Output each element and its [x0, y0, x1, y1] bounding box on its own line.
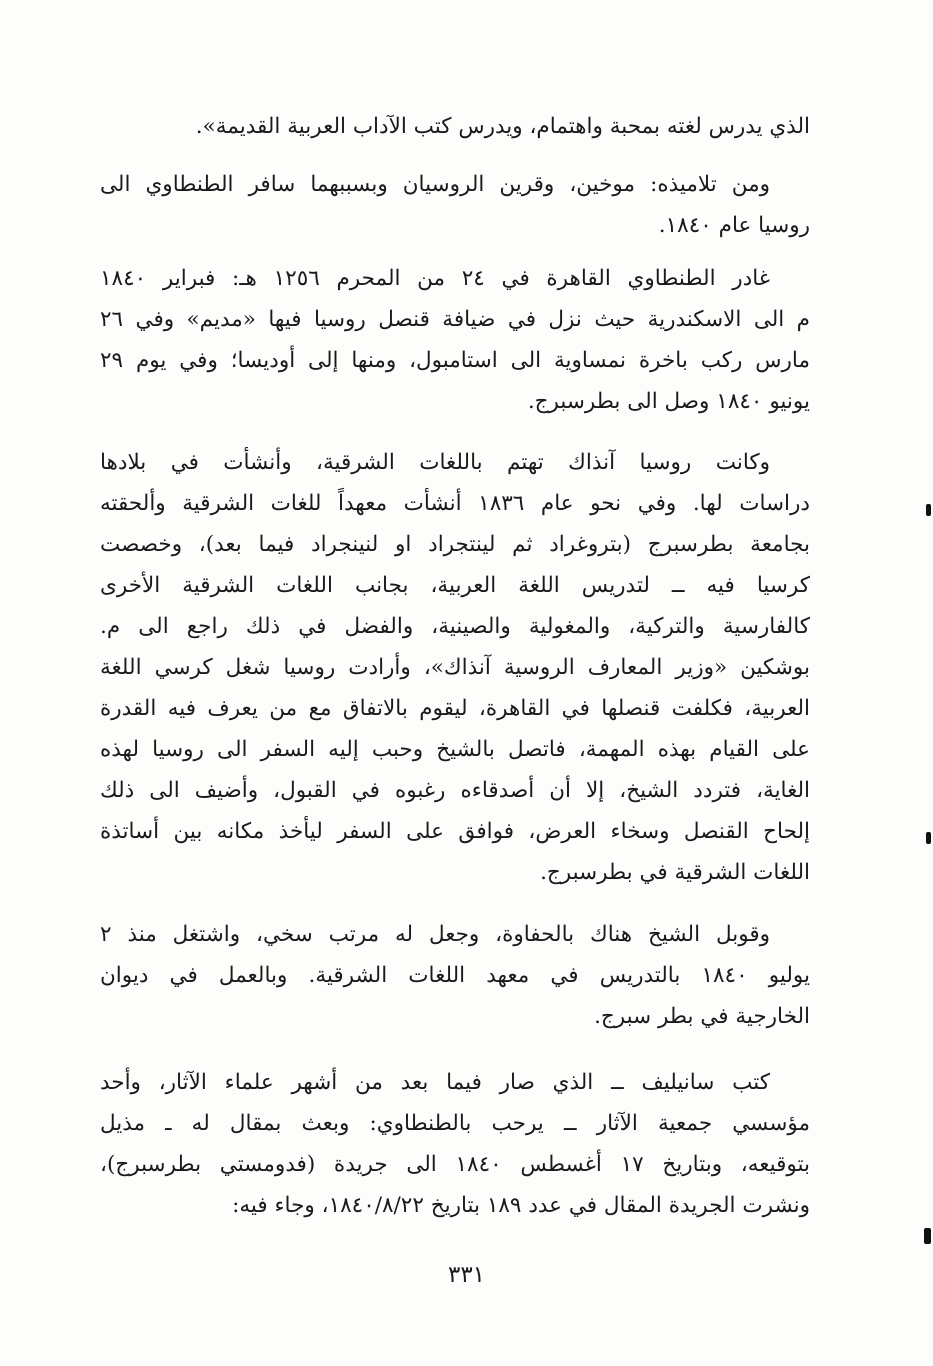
text-line: وكانت روسيا آنذاك تهتم باللغات الشرقية، وأنشأت في بلادها: [100, 450, 770, 475]
text-line: يونيو ١٨٤٠ وصل الى بطرسبرج.: [527, 389, 810, 414]
margin-mark: [926, 504, 931, 516]
text-line: روسيا عام ١٨٤٠.: [658, 213, 810, 238]
text-line: كتب سانيليف ــ الذي صار فيما بعد من أشهر علماء الآثار، وأحد: [100, 1070, 770, 1095]
text-line: دراسات لها. وفي نحو عام ١٨٣٦ أنشأت معهداً للغات الشرقية وألحقته: [100, 491, 810, 516]
text-line: كرسيا فيه ــ لتدريس اللغة العربية، بجانب اللغات الشرقية الأخرى: [100, 573, 810, 598]
text-line: ومن تلاميذه: موخين، وقرين الروسيان وبسببهما سافر الطنطاوي الى: [100, 172, 770, 197]
text-line: وقوبل الشيخ هناك بالحفاوة، وجعل له مرتب سخي، واشتغل منذ ٢: [100, 922, 770, 947]
margin-mark: [926, 832, 931, 844]
text-line: بجامعة بطرسبرج (بتروغراد ثم لينتجراد او لنينجراد فيما بعد)، وخصصت: [100, 532, 810, 557]
text-line: غادر الطنطاوي القاهرة في ٢٤ من المحرم ١٢٥٦ هـ: فبراير ١٨٤٠: [100, 266, 770, 291]
text-line: مارس ركب باخرة نمساوية الى استامبول، ومنها إلى أوديسا؛ وفي يوم ٢٩: [100, 348, 810, 373]
paragraph: [100, 914, 810, 1037]
paragraph: [100, 442, 810, 893]
text-line: ونشرت الجريدة المقال في عدد ١٨٩ بتاريخ ١٨٤٠/٨/٢٢، وجاء فيه:: [232, 1193, 810, 1218]
text-line: على القيام بهذه المهمة، فاتصل بالشيخ وحبب إليه السفر الى روسيا لهذه: [100, 737, 810, 762]
page-number: ٣٣١: [447, 1262, 486, 1288]
paragraph: [100, 1062, 810, 1226]
text-line: يوليو ١٨٤٠ بالتدريس في معهد اللغات الشرقية. وبالعمل في ديوان: [100, 963, 810, 988]
text-line: العربية، فكلفت قنصلها في القاهرة، ليقوم بالاتفاق مع من يعرف فيه القدرة: [100, 696, 810, 721]
text-line: الذي يدرس لغته بمحبة واهتمام، ويدرس كتب الآداب العربية القديمة».: [195, 114, 810, 139]
margin-mark: [924, 1228, 931, 1244]
paragraph: [100, 258, 810, 422]
text-line: الغاية، فتردد الشيخ، إلا أن أصدقاءه رغبوه في القبول، وأضيف الى ذلك: [100, 778, 810, 803]
text-line: بتوقيعه، وبتاريخ ١٧ أغسطس ١٨٤٠ الى جريدة (فدومستي بطرسبرج)،: [100, 1152, 810, 1177]
text-line: اللغات الشرقية في بطرسبرج.: [540, 860, 810, 885]
paragraph: [100, 106, 810, 147]
text-line: م الى الاسكندرية حيث نزل في ضيافة قنصل روسيا فيها «مديم» وفي ٢٦: [100, 307, 810, 332]
text-line: مؤسسي جمعية الآثار ــ يرحب بالطنطاوي: وبعث بمقال له ـ مذيل: [100, 1111, 810, 1136]
text-line: كالفارسية والتركية، والمغولية والصينية، والفضل في ذلك راجع الى م.: [100, 614, 810, 639]
text-line: الخارجية في بطر سبرج.: [594, 1004, 810, 1029]
paragraph: [100, 164, 810, 246]
text-line: بوشكين «وزير المعارف الروسية آنذاك»، وأرادت روسيا شغل كرسي اللغة: [100, 655, 810, 680]
text-line: إلحاح القنصل وسخاء العرض، فوافق على السفر ليأخذ مكانه بين أساتذة: [100, 819, 810, 844]
